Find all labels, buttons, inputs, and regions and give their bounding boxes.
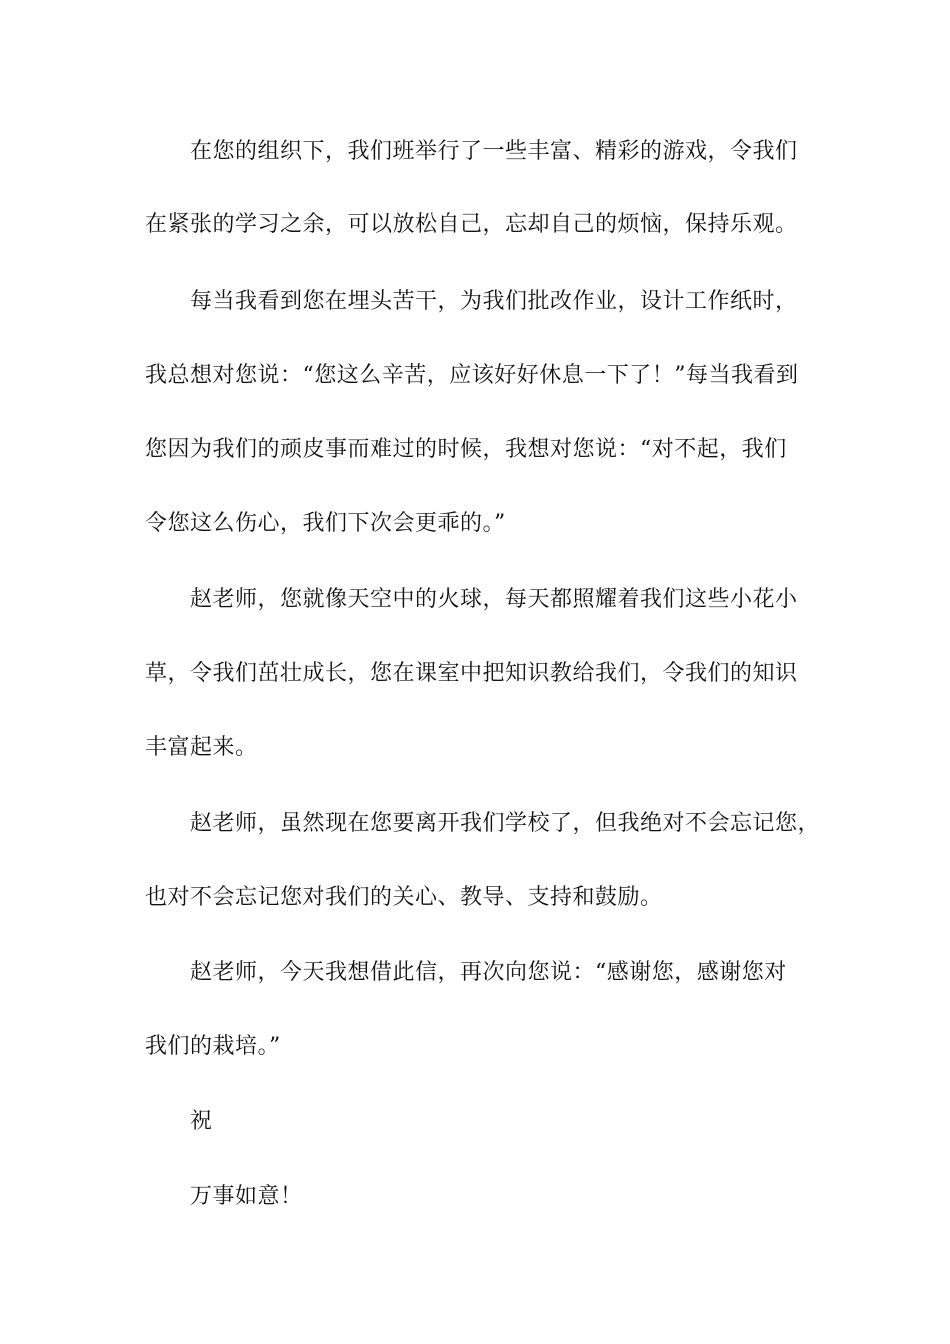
paragraph-2-line-2: 我总想对您说：“您这么辛苦，应该好好休息一下了！”每当我看到 — [145, 363, 799, 388]
paragraph-3-line-3: 丰富起来。 — [145, 735, 258, 760]
paragraph-3-line-1: 赵老师，您就像天空中的火球，每天都照耀着我们这些小花小 — [190, 587, 798, 612]
paragraph-1-line-1: 在您的组织下，我们班举行了一些丰富、精彩的游戏，令我们 — [190, 139, 798, 164]
paragraph-5-line-1: 赵老师，今天我想借此信，再次向您说：“感谢您，感谢您对 — [190, 960, 787, 985]
paragraph-3-line-2: 草，令我们茁壮成长，您在课室中把知识教给我们，令我们的知识 — [145, 661, 798, 686]
paragraph-4-line-1: 赵老师，虽然现在您要离开我们学校了，但我绝对不会忘记您， — [190, 811, 821, 836]
paragraph-1-line-2: 在紧张的学习之余，可以放松自己，忘却自己的烦恼，保持乐观。 — [145, 212, 798, 237]
paragraph-4-line-2: 也对不会忘记您对我们的关心、教导、支持和鼓励。 — [145, 885, 663, 910]
closing-wish-label: 祝 — [190, 1109, 213, 1134]
paragraph-2-line-4: 令您这么伤心，我们下次会更乖的。” — [145, 511, 506, 536]
paragraph-5-line-2: 我们的栽培。” — [145, 1034, 281, 1059]
paragraph-2-line-3: 您因为我们的顽皮事而难过的时候，我想对您说：“对不起，我们 — [145, 437, 787, 462]
closing-wish-text: 万事如意！ — [190, 1184, 303, 1209]
paragraph-2-line-1: 每当我看到您在埋头苦干，为我们批改作业，设计工作纸时， — [190, 289, 798, 314]
